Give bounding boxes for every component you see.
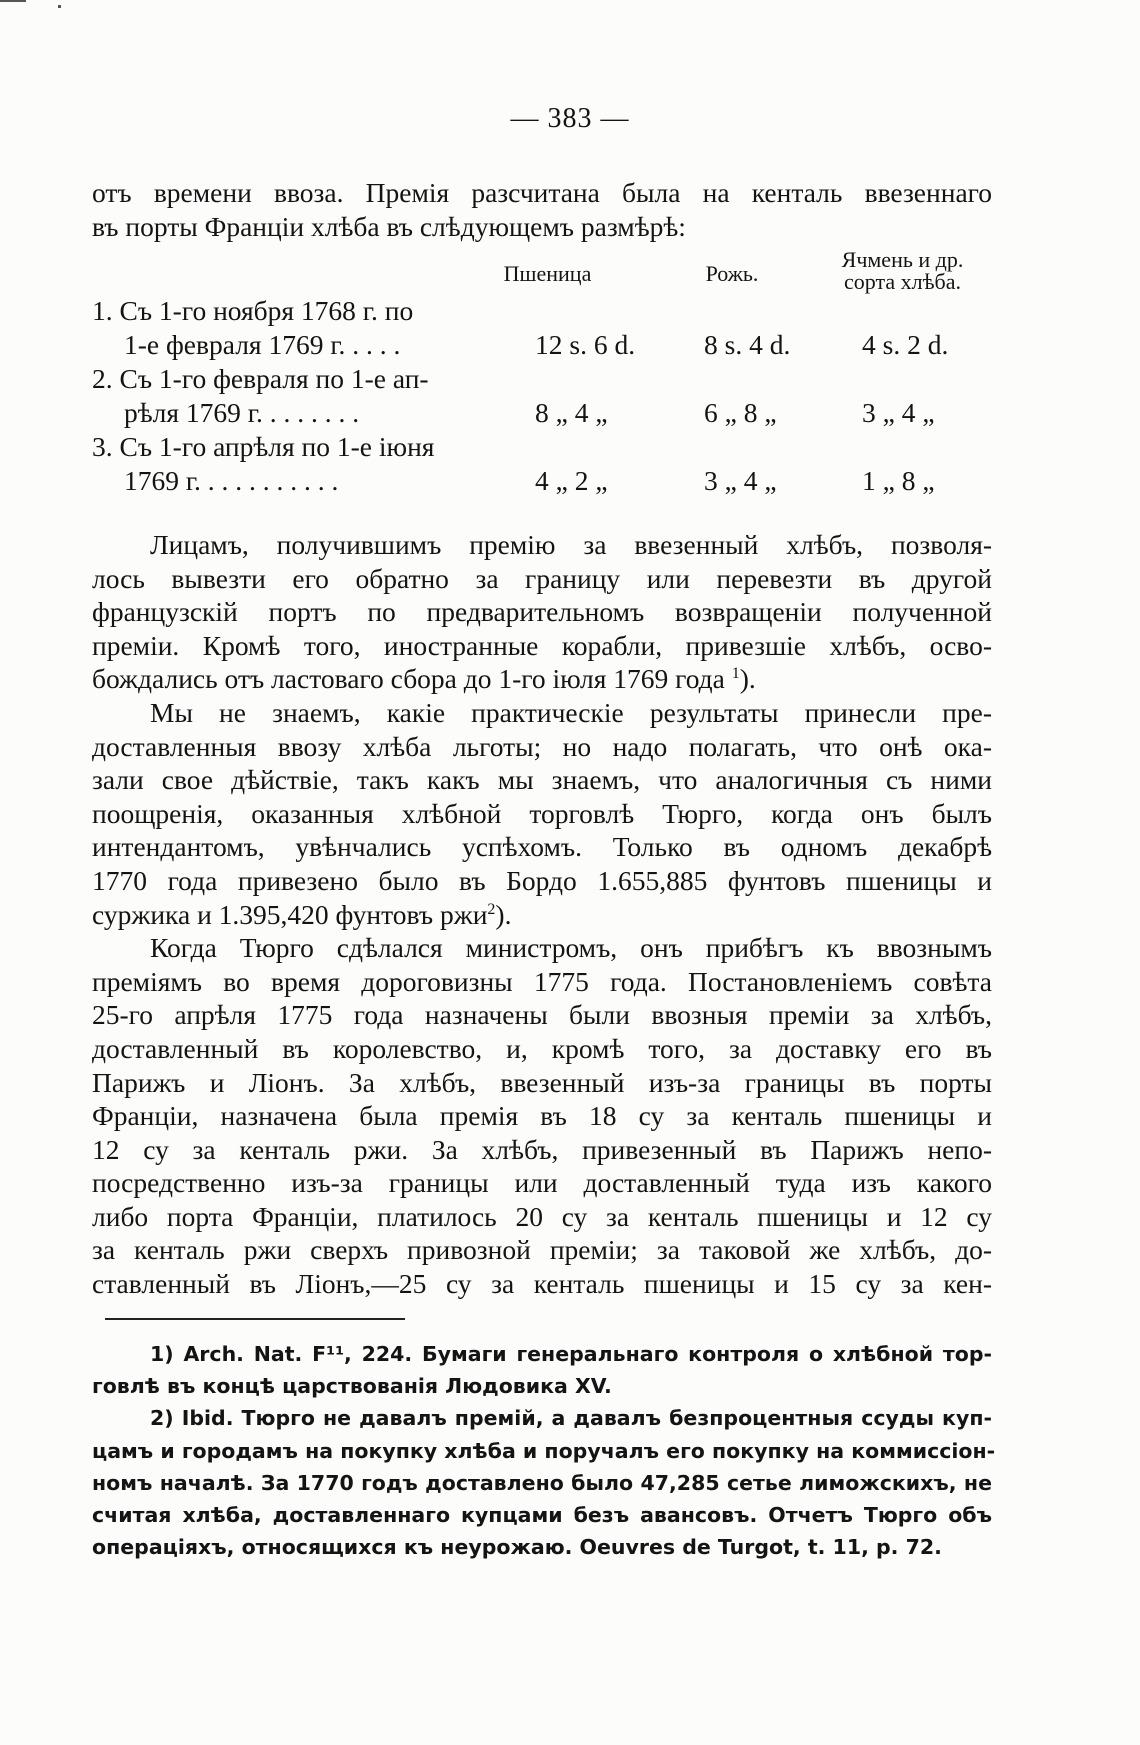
text-line — [92, 662, 992, 696]
footnote-line: номъ началѣ. За 1770 годъ доставлено было 47,285 сетье лиможскихъ, не — [92, 1470, 992, 1495]
footnote-line: говлѣ въ концѣ царствованія Людовика XV. — [92, 1374, 612, 1399]
text-line — [92, 898, 992, 932]
text-line: преміи. Кромѣ того, иностранные корабли, привезшіе хлѣбъ, осво- — [92, 629, 992, 661]
footnote-line: цамъ и городамъ на покупку хлѣба и поручалъ его покупку на коммиссіон- — [92, 1438, 996, 1463]
text-line: доставленный въ королевство, и, кромѣ того, за доставку его въ — [92, 1032, 992, 1064]
footnote-ref-close: ). — [739, 663, 756, 695]
cell-rye: 3 „ 4 „ — [704, 465, 777, 496]
text-line: французскій портъ по предварительномъ возвращеніи полученной — [92, 596, 992, 628]
text-line: ставленный въ Ліонъ,—25 су за кенталь пшеницы и 15 су за кен- — [92, 1268, 992, 1300]
row-label-line1: 2. Съ 1-го февраля по 1-е ап- — [92, 363, 429, 394]
cell-rye: 8 s. 4 d. — [704, 329, 791, 360]
cell-wheat: 8 „ 4 „ — [535, 397, 608, 428]
cell-barley: 1 „ 8 „ — [862, 465, 935, 496]
scan-dot — [58, 5, 61, 8]
footnote-line: операціяхъ, относящихся къ неурожаю. Oeuvres de Turgot, t. 11, p. 72. — [92, 1535, 942, 1560]
cell-wheat: 12 s. 6 d. — [535, 329, 636, 360]
header-rye: Рожь. — [705, 261, 759, 286]
paragraph — [92, 931, 992, 1301]
footnote-2 — [92, 1402, 996, 1563]
text-fragment: бождались отъ ластоваго сбора до 1-го іюля 1769 года — [92, 663, 725, 695]
footnote-ref: 1 — [731, 665, 740, 683]
footnote-mark: 2) — [150, 1406, 174, 1431]
footnotes — [92, 1338, 996, 1563]
text-line: зали свое дѣйствіе, такъ какъ мы знаемъ, что аналогичныя съ ними — [92, 764, 992, 796]
intro-text — [92, 176, 992, 243]
row-label-line1: 3. Съ 1-го апрѣля по 1-е іюня — [92, 431, 435, 462]
header-wheat: Пшеница — [503, 261, 592, 286]
footnote-divider — [105, 1318, 405, 1320]
row-label-line1: 1. Съ 1-го ноября 1768 г. по — [92, 295, 414, 326]
footnote-line: считая хлѣба, доставленнаго купцами безъ авансовъ. Отчетъ Тюрго объ — [92, 1503, 992, 1528]
text-line: интендантомъ, увѣнчались успѣхомъ. Только въ одномъ декабрѣ — [92, 831, 992, 863]
text-line: 25-го апрѣля 1775 года назначены были ввозныя преміи за хлѣбъ, — [92, 999, 992, 1031]
text-line: отъ времени ввоза. Премія разсчитана была на кенталь ввезеннаго — [92, 177, 992, 208]
footnote-text: Arch. Nat. F¹¹, 224. Бумаги генеральнаго контроля о хлѣбной тор- — [183, 1342, 993, 1366]
text-line: посредственно изъ-за границы или доставленный туда изъ какого — [92, 1167, 992, 1199]
text-line: 12 су за кенталь ржи. За хлѣбъ, привезенный въ Парижъ непо- — [92, 1133, 992, 1165]
text-line: Франціи, назначена была премія въ 18 су за кенталь пшеницы и — [92, 1100, 992, 1132]
footnote-mark: 1) — [150, 1342, 174, 1366]
row-label-line2: рѣля 1769 г. . . . . . . . — [124, 397, 360, 428]
row-label-line2: 1-е февраля 1769 г. . . . . — [124, 329, 401, 360]
text-line: Мы не знаемъ, какіе практическіе результаты принесли пре- — [150, 696, 992, 728]
text-line: преміямъ во время дороговизны 1775 года. Постановленіемъ совѣта — [92, 965, 992, 997]
footnote-line — [92, 1338, 992, 1370]
row-label-line2: 1769 г. . . . . . . . . . . — [124, 465, 339, 496]
text-fragment: суржика и 1.395,420 фунтовъ ржи — [92, 898, 488, 930]
footnote-text: Ibid. Тюрго не давалъ премій, а давалъ безпроцентныя ссуды куп- — [181, 1406, 992, 1431]
text-line: за кенталь ржи сверхъ привозной преміи; за таковой же хлѣбъ, до- — [92, 1234, 992, 1266]
text-line: 1770 года привезено было въ Бордо 1.655,885 фунтовъ пшеницы и — [92, 864, 992, 896]
text-line: лось вывезти его обратно за границу или перевезти въ другой — [92, 562, 992, 594]
text-line: доставленныя ввозу хлѣба льготы; но надо полагать, что онѣ ока- — [92, 730, 992, 762]
body-text — [92, 528, 992, 1301]
text-line: поощренія, оказанныя хлѣбной торговлѣ Тюрго, когда онъ былъ — [92, 797, 992, 829]
header-barley — [820, 249, 985, 293]
text-line: либо порта Франціи, платилось 20 су за кенталь пшеницы и 12 су — [92, 1200, 992, 1232]
paragraph — [92, 528, 992, 696]
header-barley-line2: сорта хлѣба. — [843, 269, 961, 294]
cell-wheat: 4 „ 2 „ — [535, 465, 608, 496]
scan-mark — [0, 0, 26, 2]
footnote-ref: 2 — [487, 900, 496, 918]
text-line: Лицамъ, получившимъ премію за ввезенный хлѣбъ, позволя- — [150, 529, 992, 560]
cell-barley: 4 s. 2 d. — [862, 329, 949, 360]
text-line: Когда Тюрго сдѣлался министромъ, онъ прибѣгъ къ ввознымъ — [150, 932, 992, 964]
cell-rye: 6 „ 8 „ — [704, 397, 777, 428]
cell-barley: 3 „ 4 „ — [862, 397, 935, 428]
text-line: Парижъ и Ліонъ. За хлѣбъ, ввезенный изъ-за границы въ порты — [92, 1066, 992, 1098]
header-barley-line1: Ячмень и др. — [841, 247, 964, 272]
page-number: — 383 — — [510, 103, 630, 134]
paragraph — [92, 696, 992, 931]
footnote-1 — [92, 1338, 992, 1402]
text-line: въ порты Франціи хлѣба въ слѣдующемъ размѣрѣ: — [92, 210, 686, 242]
footnote-line — [92, 1402, 992, 1434]
footnote-ref-close: ). — [495, 898, 512, 930]
